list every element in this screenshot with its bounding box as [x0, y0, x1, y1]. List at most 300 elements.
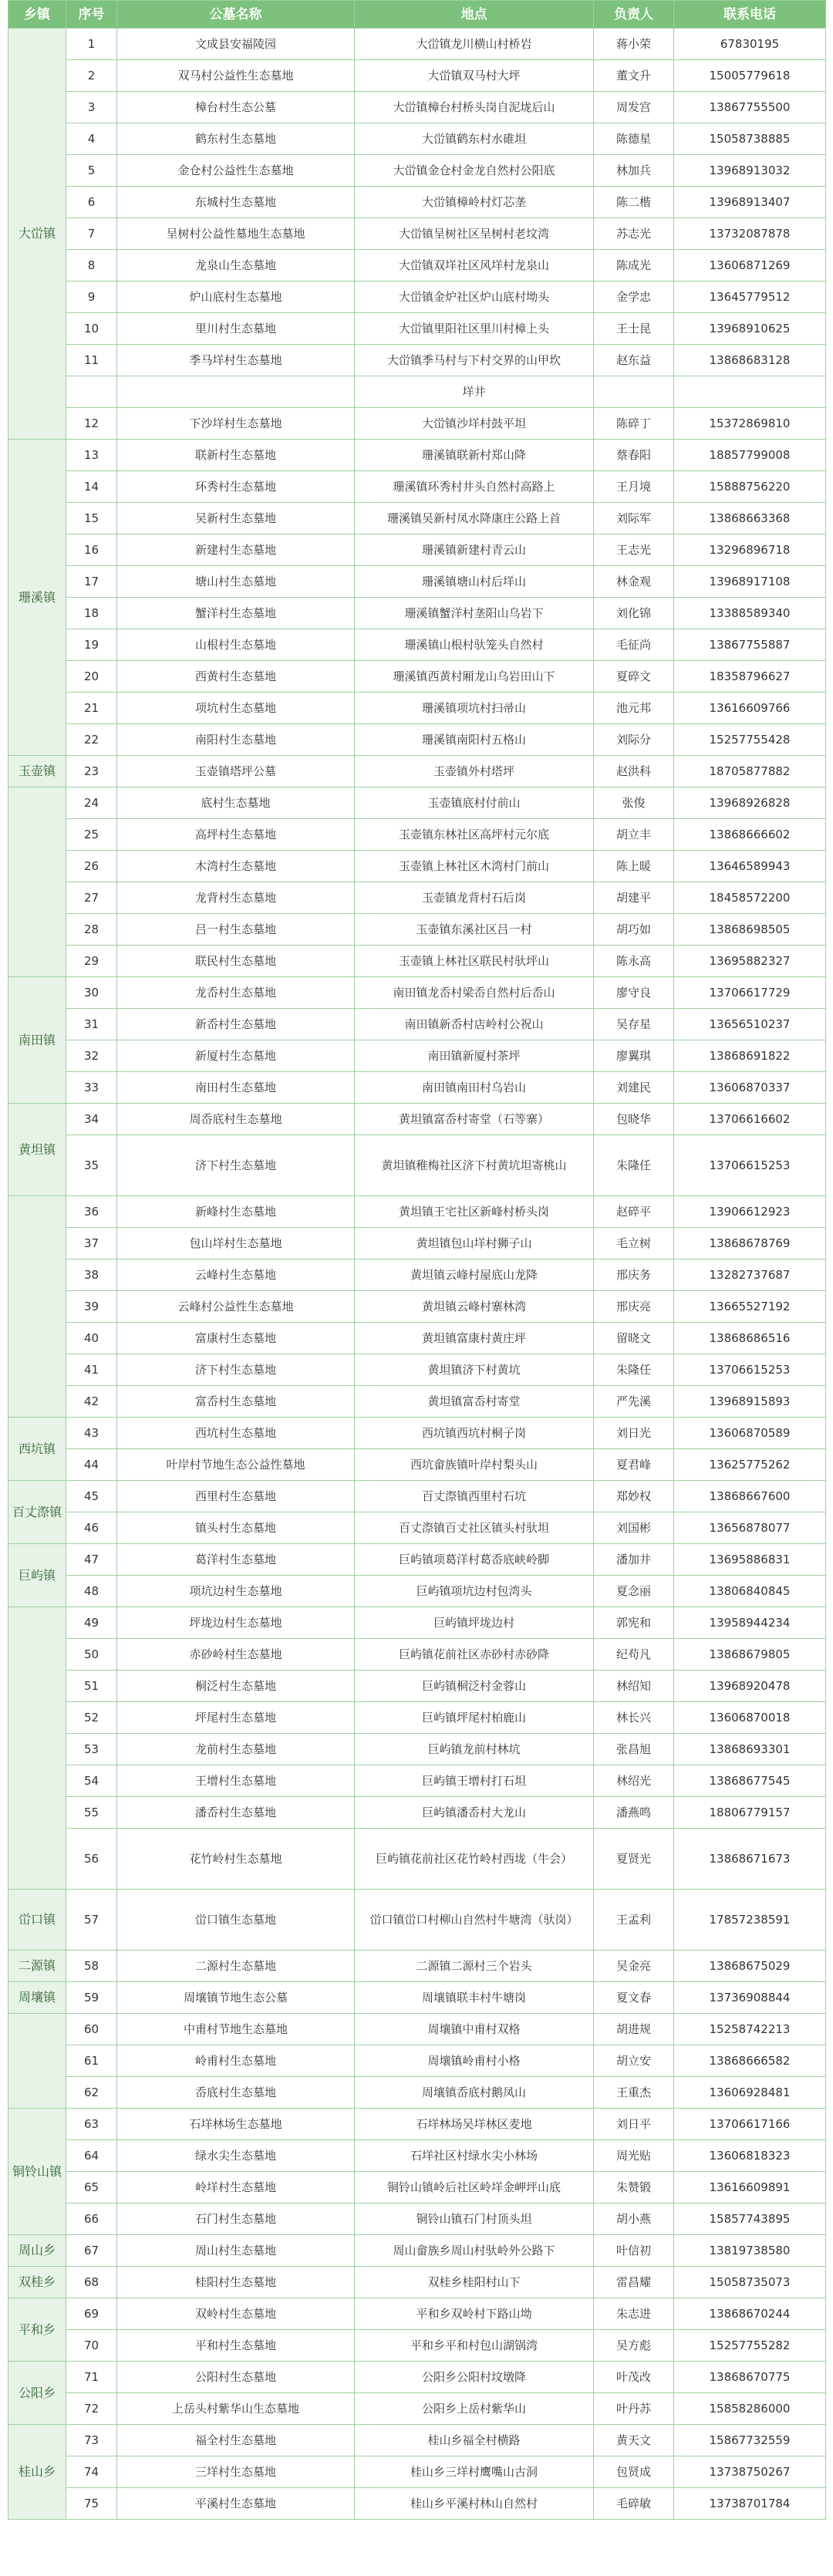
phone-number: 13736908844: [674, 1982, 826, 2014]
table-row: [8, 819, 826, 851]
table-row: [8, 92, 826, 123]
cemetery-name: 新岙村生态墓地: [117, 1009, 355, 1040]
table-row: [8, 566, 826, 598]
phone-number: 13968910625: [674, 313, 826, 345]
phone-number: 13968926828: [674, 787, 826, 819]
cemetery-name: 绿水尖生态墓地: [117, 2140, 355, 2172]
person-in-charge: 胡巧如: [594, 914, 674, 946]
row-number: 73: [66, 2425, 117, 2456]
cemetery-name: 云峰村公益性生态墓地: [117, 1291, 355, 1323]
person-in-charge: 刘国彬: [594, 1512, 674, 1544]
cemetery-name: 峃口镇生态墓地: [117, 1890, 355, 1951]
location: 珊溪镇吴新村凤水降康庄公路上首: [355, 503, 594, 534]
person-in-charge: 叶丹苏: [594, 2393, 674, 2425]
phone-number: 13706617729: [674, 977, 826, 1009]
row-number: 68: [66, 2267, 117, 2298]
cemetery-name: 西坑村生态墓地: [117, 1418, 355, 1449]
person-in-charge: 夏念丽: [594, 1576, 674, 1607]
town-cell: 桂山乡: [8, 2425, 66, 2520]
person-in-charge: 朱志进: [594, 2298, 674, 2330]
table-row: [8, 1449, 826, 1481]
person-in-charge: 刘日光: [594, 1418, 674, 1449]
phone-number: 18705877882: [674, 756, 826, 787]
cemetery-name: 平和村生态墓地: [117, 2330, 355, 2362]
phone-number: 13706615253: [674, 1354, 826, 1386]
location: 玉壶镇东溪社区吕一村: [355, 914, 594, 946]
person-in-charge: 胡小燕: [594, 2203, 674, 2235]
person-in-charge: 严先溪: [594, 1386, 674, 1418]
person-in-charge: 刘日平: [594, 2109, 674, 2140]
table-row: [8, 1702, 826, 1734]
person-in-charge: 吴方彪: [594, 2330, 674, 2362]
person-in-charge: 张昌旭: [594, 1734, 674, 1765]
phone-number: [674, 376, 826, 408]
cemetery-name: 里川村生态墓地: [117, 313, 355, 345]
cemetery-name: 花竹岭村生态墓地: [117, 1829, 355, 1890]
table-row: [8, 1607, 826, 1639]
location: 黄坦镇富岙村寄堂: [355, 1386, 594, 1418]
location: 百丈漈镇百丈社区镇头村驮坦: [355, 1512, 594, 1544]
town-cell: 百丈漈镇: [8, 1481, 66, 1544]
person-in-charge: 张俊: [594, 787, 674, 819]
phone-number: 15888756220: [674, 471, 826, 503]
location: 石垟林场吴垟林区麦地: [355, 2109, 594, 2140]
town-cell: 黄坦镇: [8, 1104, 66, 1196]
cemetery-name: 福全村生态墓地: [117, 2425, 355, 2456]
table-row: [8, 1354, 826, 1386]
cemetery-name: 龙岙村生态墓地: [117, 977, 355, 1009]
person-in-charge: 邢庆务: [594, 1259, 674, 1291]
row-number: 46: [66, 1512, 117, 1544]
cemetery-name: 高坪村生态墓地: [117, 819, 355, 851]
row-number: 69: [66, 2298, 117, 2330]
location: 周壤镇联丰村牛塘岗: [355, 1982, 594, 2014]
cemetery-name: 下沙垟村生态墓地: [117, 408, 355, 440]
row-number: 61: [66, 2045, 117, 2077]
table-row: [8, 2330, 826, 2362]
cemetery-name: 联新村生态墓地: [117, 440, 355, 471]
location: 珊溪镇项坑村扫帚山: [355, 693, 594, 724]
person-in-charge: 包贤成: [594, 2456, 674, 2488]
row-number: 3: [66, 92, 117, 123]
header-person-in-charge: 负责人: [594, 1, 674, 29]
location: 玉壶镇上林社区木湾村门前山: [355, 851, 594, 882]
table-row: [8, 471, 826, 503]
person-in-charge: 吴金亮: [594, 1951, 674, 1982]
table-row: [8, 787, 826, 819]
row-number: 63: [66, 2109, 117, 2140]
location: 南田镇龙岙村梁岙自然村后岙山: [355, 977, 594, 1009]
row-number: 12: [66, 408, 117, 440]
cemetery-name: 石门村生态墓地: [117, 2203, 355, 2235]
row-number: [66, 376, 117, 408]
person-in-charge: 夏文春: [594, 1982, 674, 2014]
person-in-charge: 廖守良: [594, 977, 674, 1009]
location: 巨屿镇项葛洋村葛岙底峡岭脚: [355, 1544, 594, 1576]
cemetery-name: 岭甫村生态墓地: [117, 2045, 355, 2077]
row-number: 27: [66, 882, 117, 914]
phone-number: 13296896718: [674, 534, 826, 566]
phone-number: 13868675029: [674, 1951, 826, 1982]
row-number: 48: [66, 1576, 117, 1607]
cemetery-name: 环秀村生态墓地: [117, 471, 355, 503]
person-in-charge: 留晓文: [594, 1323, 674, 1354]
cemetery-name: 炉山底村生态墓地: [117, 282, 355, 313]
cemetery-name: 双岭村生态墓地: [117, 2298, 355, 2330]
person-in-charge: 叶信初: [594, 2235, 674, 2267]
phone-number: 13695882327: [674, 946, 826, 977]
person-in-charge: 王月境: [594, 471, 674, 503]
phone-number: 13968913407: [674, 187, 826, 218]
phone-number: 18458572200: [674, 882, 826, 914]
location: 铜铃山镇岭后社区岭垟金岬坪山底: [355, 2172, 594, 2203]
person-in-charge: 赵洪科: [594, 756, 674, 787]
row-number: 11: [66, 345, 117, 376]
table-row: [8, 1765, 826, 1797]
table-row: [8, 313, 826, 345]
table-row: [8, 914, 826, 946]
location: 黄坦镇富康村黄庄坪: [355, 1323, 594, 1354]
row-number: 71: [66, 2362, 117, 2393]
table-row: [8, 2172, 826, 2203]
row-number: 30: [66, 977, 117, 1009]
person-in-charge: 毛征尚: [594, 629, 674, 661]
location: 桂山乡福全村横路: [355, 2425, 594, 2456]
cemetery-name: 樟台村生态公墓: [117, 92, 355, 123]
town-cell: 平和乡: [8, 2298, 66, 2362]
location: 大峃镇季马村与下村交界的山甲坎: [355, 345, 594, 376]
row-number: 56: [66, 1829, 117, 1890]
row-number: 59: [66, 1982, 117, 2014]
cemetery-name: 玉壶镇塔坪公墓: [117, 756, 355, 787]
location: 西坑畲族镇叶岸村梨头山: [355, 1449, 594, 1481]
table-row: [8, 724, 826, 756]
person-in-charge: 陈二楷: [594, 187, 674, 218]
phone-number: 13695886831: [674, 1544, 826, 1576]
row-number: 21: [66, 693, 117, 724]
location: 黄坦镇稚梅社区济下村黄坑坦寄桃山: [355, 1135, 594, 1196]
location: 巨屿镇项坑边村包湾头: [355, 1576, 594, 1607]
cemetery-name: 联民村生态墓地: [117, 946, 355, 977]
location: 大峃镇里阳社区里川村樟上头: [355, 313, 594, 345]
row-number: 32: [66, 1040, 117, 1072]
header-number: 序号: [66, 1, 117, 29]
phone-number: 13606871269: [674, 250, 826, 282]
person-in-charge: 林金观: [594, 566, 674, 598]
row-number: 33: [66, 1072, 117, 1104]
location: 珊溪镇蟹洋村垄阳山乌岩下: [355, 598, 594, 629]
town-cell: 峃口镇: [8, 1890, 66, 1951]
cemetery-name: 富岙村生态墓地: [117, 1386, 355, 1418]
cemetery-name: 文成县安福陵园: [117, 29, 355, 60]
cemetery-name: 三垟村生态墓地: [117, 2456, 355, 2488]
table-row: [8, 1829, 826, 1890]
table-row: [8, 1982, 826, 2014]
location: 玉壶镇底村付前山: [355, 787, 594, 819]
row-number: 24: [66, 787, 117, 819]
person-in-charge: 包晓华: [594, 1104, 674, 1135]
location: 平和乡平和村包山湖锅湾: [355, 2330, 594, 2362]
row-number: 42: [66, 1386, 117, 1418]
cemetery-name: 坪尾村生态墓地: [117, 1702, 355, 1734]
location: 大峃镇双马村大坪: [355, 60, 594, 92]
phone-number: 13616609891: [674, 2172, 826, 2203]
row-number: 10: [66, 313, 117, 345]
phone-number: 13868679805: [674, 1639, 826, 1671]
row-number: 14: [66, 471, 117, 503]
phone-number: 13968913032: [674, 155, 826, 187]
person-in-charge: 林加兵: [594, 155, 674, 187]
row-number: 72: [66, 2393, 117, 2425]
location: 巨屿镇桐泛村金蓉山: [355, 1671, 594, 1702]
table-row: [8, 2109, 826, 2140]
row-number: 23: [66, 756, 117, 787]
table-row: [8, 2267, 826, 2298]
town-cell: 珊溪镇: [8, 440, 66, 756]
phone-number: 13645779512: [674, 282, 826, 313]
table-row: [8, 1797, 826, 1829]
person-in-charge: 池元邦: [594, 693, 674, 724]
table-row: [8, 1890, 826, 1951]
phone-number: 13868671673: [674, 1829, 826, 1890]
row-number: 60: [66, 2014, 117, 2045]
table-row: [8, 2456, 826, 2488]
location: 黄坦镇包山垟村狮子山: [355, 1228, 594, 1259]
table-row: [8, 2362, 826, 2393]
person-in-charge: 郑妙权: [594, 1481, 674, 1512]
row-number: 50: [66, 1639, 117, 1671]
location: 巨屿镇坪尾村柏鹿山: [355, 1702, 594, 1734]
location: 黄坦镇王宅社区新峰村桥头岗: [355, 1196, 594, 1228]
person-in-charge: 周光贴: [594, 2140, 674, 2172]
phone-number: 13606818323: [674, 2140, 826, 2172]
location: 南田镇新岙村店岭村公祝山: [355, 1009, 594, 1040]
table-row: [8, 1576, 826, 1607]
row-number: 28: [66, 914, 117, 946]
phone-number: 13868663368: [674, 503, 826, 534]
cemetery-name: 二源村生态墓地: [117, 1951, 355, 1982]
row-number: 66: [66, 2203, 117, 2235]
phone-number: 18806779157: [674, 1797, 826, 1829]
cemetery-name: 东城村生态墓地: [117, 187, 355, 218]
phone-number: 13867755500: [674, 92, 826, 123]
row-number: 55: [66, 1797, 117, 1829]
person-in-charge: 纪苟凡: [594, 1639, 674, 1671]
phone-number: 13616609766: [674, 693, 826, 724]
cemetery-name: 叶岸村节地生态公益性墓地: [117, 1449, 355, 1481]
table-row: [8, 187, 826, 218]
person-in-charge: 胡建平: [594, 882, 674, 914]
cemetery-name: 镇头村生态墓地: [117, 1512, 355, 1544]
location: 大峃镇金炉社区炉山底村坳头: [355, 282, 594, 313]
cemetery-name: 上岳头村紫华山生态墓地: [117, 2393, 355, 2425]
phone-number: 13868678769: [674, 1228, 826, 1259]
phone-number: 15857743895: [674, 2203, 826, 2235]
table-row: [8, 2014, 826, 2045]
person-in-charge: 董文升: [594, 60, 674, 92]
table-wrapper: [8, 0, 825, 2520]
table-row: [8, 123, 826, 155]
person-in-charge: 胡进规: [594, 2014, 674, 2045]
person-in-charge: 郭宪和: [594, 1607, 674, 1639]
phone-number: 15005779618: [674, 60, 826, 92]
row-number: 70: [66, 2330, 117, 2362]
person-in-charge: 刘化锦: [594, 598, 674, 629]
cemetery-name: 周山村生态墓地: [117, 2235, 355, 2267]
town-cell: [8, 1607, 66, 1890]
phone-number: 13868666582: [674, 2045, 826, 2077]
person-in-charge: 林绍光: [594, 1765, 674, 1797]
location: 珊溪镇塘山村后垟山: [355, 566, 594, 598]
person-in-charge: 蔡春阳: [594, 440, 674, 471]
table-row: [8, 2298, 826, 2330]
location: 周壤镇岭甫村小格: [355, 2045, 594, 2077]
phone-number: 13388589340: [674, 598, 826, 629]
location: 黄坦镇云峰村寨林湾: [355, 1291, 594, 1323]
table-row: [8, 440, 826, 471]
person-in-charge: 陈上暖: [594, 851, 674, 882]
person-in-charge: 赵东益: [594, 345, 674, 376]
person-in-charge: 陈碎丁: [594, 408, 674, 440]
phone-number: 13868686516: [674, 1323, 826, 1354]
phone-number: 13968920478: [674, 1671, 826, 1702]
table-row: [8, 2393, 826, 2425]
table-row: [8, 534, 826, 566]
cemetery-name: 云峰村生态墓地: [117, 1259, 355, 1291]
table-row: [8, 629, 826, 661]
location: 巨屿镇龙前村林坑: [355, 1734, 594, 1765]
person-in-charge: 陈德星: [594, 123, 674, 155]
location: 铜铃山镇石门村顶头坦: [355, 2203, 594, 2235]
location: 珊溪镇新建村青云山: [355, 534, 594, 566]
person-in-charge: 苏志光: [594, 218, 674, 250]
row-number: 19: [66, 629, 117, 661]
cemetery-name: 岭垟村生态墓地: [117, 2172, 355, 2203]
location: 南田镇新厦村茶坪: [355, 1040, 594, 1072]
table-row: [8, 2425, 826, 2456]
location: 大峃镇龙川横山村桥岩: [355, 29, 594, 60]
cemetery-name: 吴新村生态墓地: [117, 503, 355, 534]
person-in-charge: 刘际军: [594, 503, 674, 534]
row-number: 41: [66, 1354, 117, 1386]
cemetery-name: 周壤镇节地生态公墓: [117, 1982, 355, 2014]
row-number: 52: [66, 1702, 117, 1734]
phone-number: 13606870018: [674, 1702, 826, 1734]
table-row: [8, 1734, 826, 1765]
row-number: 45: [66, 1481, 117, 1512]
table-row: [8, 1072, 826, 1104]
table-row: [8, 661, 826, 693]
town-cell: 双桂乡: [8, 2267, 66, 2298]
cemetery-name: 桐泛村生态墓地: [117, 1671, 355, 1702]
table-row: [8, 1512, 826, 1544]
phone-number: 13906612923: [674, 1196, 826, 1228]
cemetery-name: 桂阳村生态墓地: [117, 2267, 355, 2298]
table-row: [8, 2077, 826, 2109]
town-cell: [8, 1196, 66, 1418]
table-row: [8, 60, 826, 92]
row-number: 49: [66, 1607, 117, 1639]
row-number: 4: [66, 123, 117, 155]
phone-number: 13606870589: [674, 1418, 826, 1449]
cemetery-name: 新建村生态墓地: [117, 534, 355, 566]
person-in-charge: 王重杰: [594, 2077, 674, 2109]
phone-number: 13706616602: [674, 1104, 826, 1135]
row-number: 38: [66, 1259, 117, 1291]
cemetery-name: 南田村生态墓地: [117, 1072, 355, 1104]
table-row: [8, 1291, 826, 1323]
phone-number: 13282737687: [674, 1259, 826, 1291]
location: 垟井: [355, 376, 594, 408]
table-row: [8, 1040, 826, 1072]
location: 巨屿镇坪垅边村: [355, 1607, 594, 1639]
table-row: [8, 155, 826, 187]
phone-number: 67830195: [674, 29, 826, 60]
table-row: [8, 1104, 826, 1135]
row-number: 75: [66, 2488, 117, 2520]
row-number: 2: [66, 60, 117, 92]
phone-number: 13706615253: [674, 1135, 826, 1196]
cemetery-name: 公阳村生态墓地: [117, 2362, 355, 2393]
table-row: [8, 376, 826, 408]
cemetery-name: 平溪村生态墓地: [117, 2488, 355, 2520]
town-cell: [8, 2014, 66, 2109]
row-number: 8: [66, 250, 117, 282]
cemetery-name: 岙底村生态墓地: [117, 2077, 355, 2109]
table-row: [8, 1009, 826, 1040]
person-in-charge: [594, 376, 674, 408]
person-in-charge: 林长兴: [594, 1702, 674, 1734]
table-row: [8, 2488, 826, 2520]
person-in-charge: 王孟利: [594, 1890, 674, 1951]
phone-number: 15858286000: [674, 2393, 826, 2425]
row-number: 6: [66, 187, 117, 218]
row-number: 1: [66, 29, 117, 60]
row-number: 40: [66, 1323, 117, 1354]
row-number: 62: [66, 2077, 117, 2109]
table-row: [8, 503, 826, 534]
row-number: 25: [66, 819, 117, 851]
person-in-charge: 陈成光: [594, 250, 674, 282]
header-phone: 联系电话: [674, 1, 826, 29]
location: 大峃镇呈树社区呈树村老坟湾: [355, 218, 594, 250]
phone-number: 13868667600: [674, 1481, 826, 1512]
row-number: 26: [66, 851, 117, 882]
cemetery-name: 潘岙村生态墓地: [117, 1797, 355, 1829]
cemetery-name: 木湾村生态墓地: [117, 851, 355, 882]
person-in-charge: 周发宫: [594, 92, 674, 123]
person-in-charge: 黄天文: [594, 2425, 674, 2456]
location: 黄坦镇济下村黄坑: [355, 1354, 594, 1386]
cemetery-name: 项坑边村生态墓地: [117, 1576, 355, 1607]
person-in-charge: 朱隆任: [594, 1135, 674, 1196]
row-number: 36: [66, 1196, 117, 1228]
cemetery-name: 新厦村生态墓地: [117, 1040, 355, 1072]
phone-number: 15058738885: [674, 123, 826, 155]
phone-number: 13868677545: [674, 1765, 826, 1797]
row-number: 64: [66, 2140, 117, 2172]
table-row: [8, 218, 826, 250]
row-number: 51: [66, 1671, 117, 1702]
location: 大峃镇沙垟村鼓平坦: [355, 408, 594, 440]
table-row: [8, 282, 826, 313]
cemetery-name: 项坑村生态墓地: [117, 693, 355, 724]
location: 巨屿镇王增村打石坦: [355, 1765, 594, 1797]
person-in-charge: 朱赞锻: [594, 2172, 674, 2203]
table-row: [8, 1544, 826, 1576]
header-cemetery-name: 公墓名称: [117, 1, 355, 29]
person-in-charge: 陈永高: [594, 946, 674, 977]
